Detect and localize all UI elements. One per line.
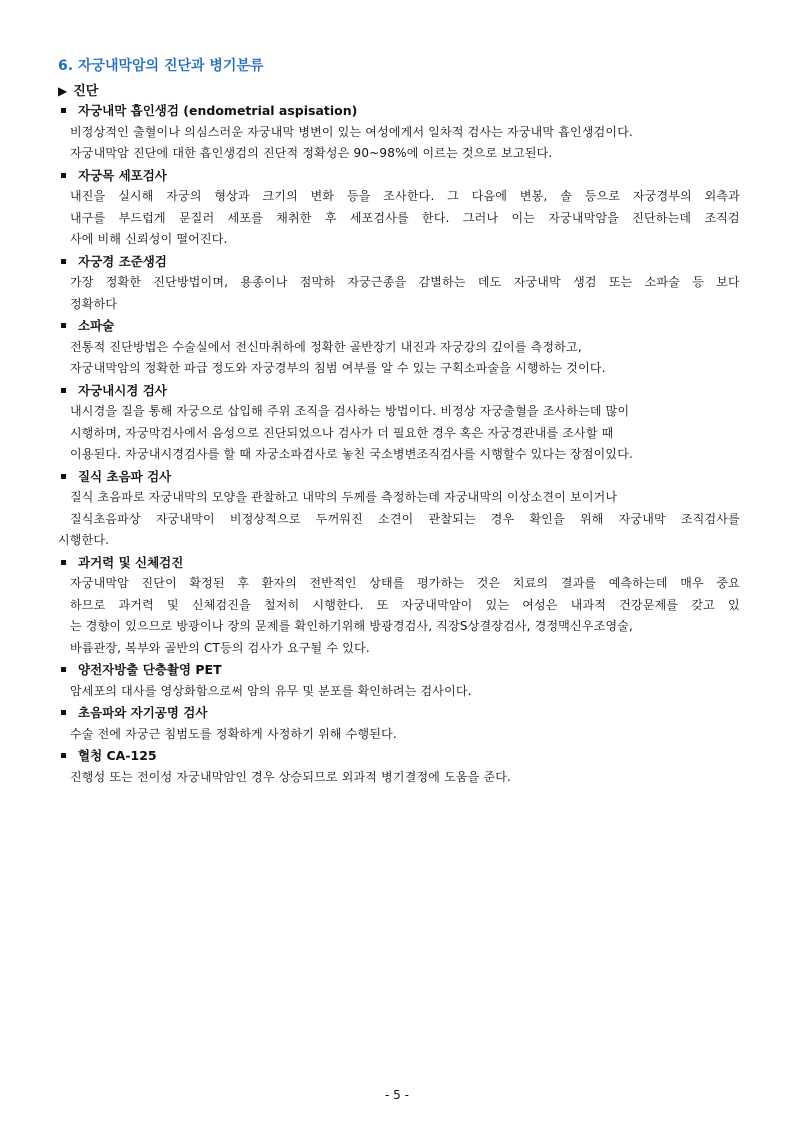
body-text-line: 바륨관장, 복부와 골반의 CT등의 검사가 요구될 수 있다. [70,640,370,655]
diagnosis-section [58,552,740,660]
page-number: - 5 - [385,1088,409,1102]
subheading-text: 진단 [73,84,99,99]
square-bullet-icon [61,560,66,565]
square-bullet-icon [61,173,66,178]
section-title [58,251,740,273]
section-title-text: 질식 초음파 검사 [78,468,172,484]
body-text-line: 수술 전에 자궁근 침범도를 정확하게 사정하기 위해 수행된다. [70,726,397,741]
body-text-line: 내시경을 질을 통해 자궁으로 삽입해 주위 조직을 검사하는 방법이다. 비정상 자궁출혈을 조사하는데 많이 [70,404,630,418]
body-text-line: 내진을 실시해 자궁의 형상과 크기의 변화 등을 조사한다. 그 다음에 변봉, 솔 등으로 자궁경부의 외측과 [70,189,740,203]
section-heading: 6. 자궁내막암의 진단과 병기분류 [58,58,264,74]
square-bullet-icon [61,108,66,113]
section-title-text: 과거력 및 신체검진 [78,554,184,570]
section-title-text: 자궁내시경 검사 [78,382,167,398]
section-title-text: 자궁경 조준생검 [78,253,167,269]
square-bullet-icon [61,323,66,328]
body-text-line: 질식 초음파로 자궁내막의 모양을 관찰하고 내막의 두께를 측정하는데 자궁내막의 이상소견이 보이거나 [70,490,618,504]
section-title-text: 자궁내막 흡인생검 (endometrial aspisation) [78,103,358,118]
section-title-text: 초음파와 자기공명 검사 [78,705,208,720]
triangle-bullet-icon: ▶ [58,84,68,98]
body-text-line: 질식초음파상 자궁내막이 비정상적으로 두꺼워진 소견이 관찰되는 경우 확인을 위해 자궁내막 조직검사를 [70,511,740,526]
body-text-line: 자궁내막암의 정확한 파급 정도와 자궁경부의 침범 여부를 알 수 있는 구획소파술을 시행하는 것이다. [70,361,606,375]
section-title-text: 자궁목 세포검사 [78,167,167,183]
square-bullet-icon [61,667,66,672]
subheading [58,80,98,99]
body-text-line: 시행하며, 자궁막검사에서 음성으로 진단되었으나 검사가 더 필요한 경우 혹은 자궁경관내를 조사할 때 [70,425,614,440]
square-bullet-icon [61,388,66,393]
diagnosis-section [58,702,740,745]
body-text-line: 가장 정확한 진단방법이며, 용종이나 점막하 자궁근종을 감별하는 데도 자궁내막 생검 또는 소파술 등 보다 [70,275,740,289]
body-text-line: 자궁내막암 진단에 대한 흡인생검의 진단적 정확성은 90~98%에 이르는 것으로 보고된다. [70,146,553,160]
body-text-line: 시행한다. [58,533,110,547]
body-text-line: 내구를 부드럽게 문질러 세포를 채취한 후 세포검사를 한다. 그러나 이는 자궁내막암을 진단하는데 조직검 [70,210,740,225]
square-bullet-icon [61,474,66,479]
section-title-text: 양전자방출 단층촬영 PET [78,662,222,677]
diagnosis-section [58,165,740,251]
body-text-line: 하므로 과거력 및 신체검진을 철저히 시행한다. 또 자궁내막암이 있는 여성은 내과적 건강문제를 갖고 있 [70,597,740,612]
section-title [58,315,740,337]
section-title [58,702,740,724]
diagnosis-section [58,100,740,165]
diagnosis-section [58,659,740,702]
body-text-line: 진행성 또는 전이성 자궁내막암인 경우 상승되므로 외과적 병기결정에 도움을 준다. [70,769,512,784]
diagnosis-section [58,380,740,466]
diagnosis-section [58,745,740,788]
body-text-line: 암세포의 대사를 영상화함으로써 암의 유무 및 분포를 확인하려는 검사이다. [70,683,472,698]
section-title [58,165,740,187]
body-text-line: 자궁내막암 진단이 확정된 후 환자의 전반적인 상태를 평가하는 것은 치료의 결과를 예측하는데 매우 중요 [70,576,740,590]
section-title-text: 혈청 CA-125 [78,748,157,763]
square-bullet-icon [61,710,66,715]
body-text-line: 는 경향이 있으므로 방광이나 장의 문제를 확인하기위해 방광경검사, 직장S상결장검사, 경정맥신우조영술, [70,619,634,633]
section-title [58,659,740,681]
diagnosis-section [58,315,740,380]
square-bullet-icon [61,753,66,758]
section-title [58,745,740,767]
square-bullet-icon [61,259,66,264]
section-title [58,552,740,574]
section-title [58,100,740,122]
body-text-line: 정확하다 [70,296,118,311]
body-text-line: 이용된다. 자궁내시경검사를 할 때 자궁소파검사로 놓친 국소병변조직검사를 시행할수 있다는 장점이있다. [70,447,634,461]
section-title [58,466,740,488]
diagnosis-section [58,251,740,316]
body-text-line: 전통적 진단방법은 수술실에서 전신마취하에 정확한 골반장기 내진과 자궁강의 깊이를 측정하고, [70,339,582,354]
section-title [58,380,740,402]
body-text-line: 사에 비해 신뢰성이 떨어진다. [70,232,228,246]
body-text-line: 비정상적인 출혈이나 의심스러운 자궁내막 병변이 있는 여성에게서 일차적 검사는 자궁내막 흡인생검이다. [70,124,634,139]
diagnosis-list [58,100,740,788]
section-title-text: 소파술 [78,318,115,333]
diagnosis-section [58,466,740,552]
